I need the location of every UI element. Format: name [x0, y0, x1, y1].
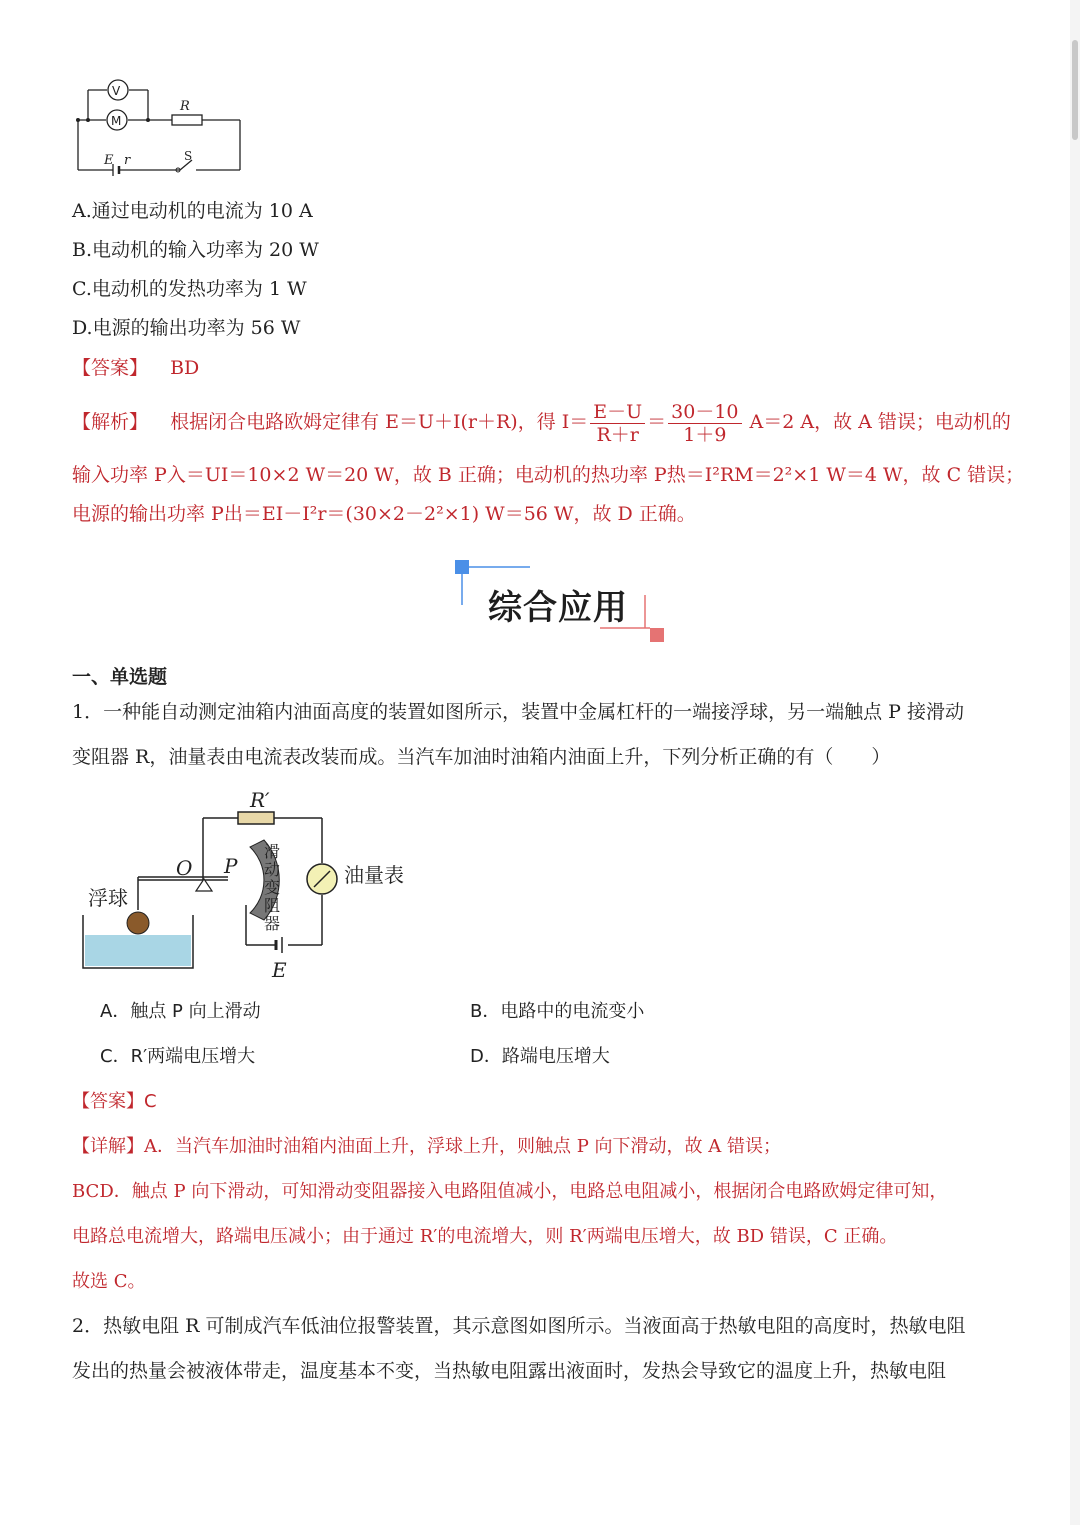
- scrollbar-thumb[interactable]: [1072, 40, 1078, 140]
- resistor-label: R: [180, 99, 190, 114]
- fig-rprime-label: R′: [250, 788, 270, 812]
- fraction-1-numerator: E－U: [590, 401, 645, 424]
- fig-float-label: 浮球: [88, 886, 128, 910]
- q1-stem-line-1: 1．一种能自动测定油箱内油面高度的装置如图所示，装置中金属杠杆的一端接浮球，另一端触点 P 接滑动: [72, 701, 964, 723]
- q1-answer-value: C: [144, 1091, 157, 1112]
- fig-rheostat-char-1: 滑: [264, 842, 281, 861]
- oil-gauge-figure: [78, 785, 438, 985]
- fraction-2-denominator: 1＋9: [683, 423, 727, 446]
- answer-row: [72, 355, 199, 381]
- motor-label: M: [111, 114, 122, 128]
- option-a: A.通过电动机的电流为 10 A: [72, 200, 313, 222]
- emf-label: E: [104, 153, 114, 168]
- q1-stem-line-2: 变阻器 R，油量表由电流表改装而成。当汽车加油时油箱内油面上升，下列分析正确的有（ ）: [72, 746, 891, 768]
- analysis-line-3: 电源的输出功率 P出＝EI－I²r＝(30×2－2²×1) W＝56 W，故 D 正确。: [72, 503, 696, 525]
- q1-answer-row: [72, 1089, 157, 1115]
- q2-stem-line-1: 2．热敏电阻 R 可制成汽车低油位报警装置，其示意图如图所示。当液面高于热敏电阻的高度时，热敏电阻: [72, 1315, 966, 1337]
- fig-meter-label: 油量表: [344, 863, 404, 887]
- fig-emf-label: E: [272, 958, 287, 982]
- fig-p-label: P: [224, 854, 238, 878]
- q1-detail-line-3: 电路总电流增大，路端电压减小；由于通过 R′的电流增大，则 R′两端电压增大，故 BD 错误，C 正确。: [72, 1226, 898, 1247]
- switch-label: S: [184, 149, 193, 163]
- fraction-1-denominator: R＋r: [596, 423, 639, 446]
- q2-stem-line-2: 发出的热量会被液体带走，温度基本不变，当热敏电阻露出液面时，发热会导致它的温度上升，热敏电阻: [72, 1360, 947, 1382]
- analysis-text-1b: A＝2 A，故 A 错误；电动机的: [743, 411, 1011, 433]
- fraction-2-numerator: 30－10: [668, 401, 741, 424]
- circuit-diagram-motor: [70, 78, 250, 178]
- scrollbar[interactable]: [1070, 0, 1080, 1525]
- analysis-label: 【解析】: [72, 411, 149, 433]
- q1-option-d: D．路端电压增大: [470, 1046, 610, 1067]
- fig-rheostat-char-3: 变: [264, 878, 281, 897]
- option-d: D.电源的输出功率为 56 W: [72, 317, 301, 339]
- fig-o-label: O: [176, 856, 193, 880]
- section-heading: 综合应用: [488, 588, 628, 628]
- internal-resistance-label: r: [124, 153, 131, 168]
- q1-detail-line-4: 故选 C。: [72, 1271, 146, 1292]
- answer-label: 【答案】: [72, 357, 149, 379]
- fig-rheostat-char-2: 动: [264, 860, 281, 879]
- fraction-1: [590, 401, 645, 446]
- fig-rheostat-char-5: 器: [264, 914, 281, 933]
- q1-answer-label: 【答案】: [72, 1091, 144, 1112]
- option-c: C.电动机的发热功率为 1 W: [72, 278, 307, 300]
- q1-detail-line-2: BCD．触点 P 向下滑动，可知滑动变阻器接入电路阻值减小，电路总电阻减小，根据闭合电路欧姆定律可知，: [72, 1181, 948, 1202]
- equals-sign: ＝: [647, 411, 667, 433]
- voltmeter-label: V: [112, 84, 121, 98]
- analysis-text-1a: 根据闭合电路欧姆定律有 E＝U＋I(r＋R)，得 I＝: [170, 411, 589, 433]
- analysis-line-2: 输入功率 P入＝UI＝10×2 W＝20 W，故 B 正确；电动机的热功率 P热＝I²RM＝2²×1 W＝4 W，故 C 错误；: [72, 464, 1025, 486]
- q1-option-b: B．电路中的电流变小: [470, 1001, 645, 1022]
- analysis-line-1: [72, 400, 1011, 446]
- fraction-2: [668, 401, 741, 446]
- section-title: 一、单选题: [72, 666, 168, 688]
- fig-rheostat-char-4: 阻: [264, 896, 281, 915]
- q1-detail-line-1: 【详解】A．当汽车加油时油箱内油面上升，浮球上升，则触点 P 向下滑动，故 A 错误；: [72, 1136, 781, 1157]
- option-b: B.电动机的输入功率为 20 W: [72, 239, 319, 261]
- q1-option-a: A．触点 P 向上滑动: [100, 1001, 261, 1022]
- q1-option-c: C．R′两端电压增大: [100, 1046, 256, 1067]
- answer-value: BD: [170, 357, 200, 379]
